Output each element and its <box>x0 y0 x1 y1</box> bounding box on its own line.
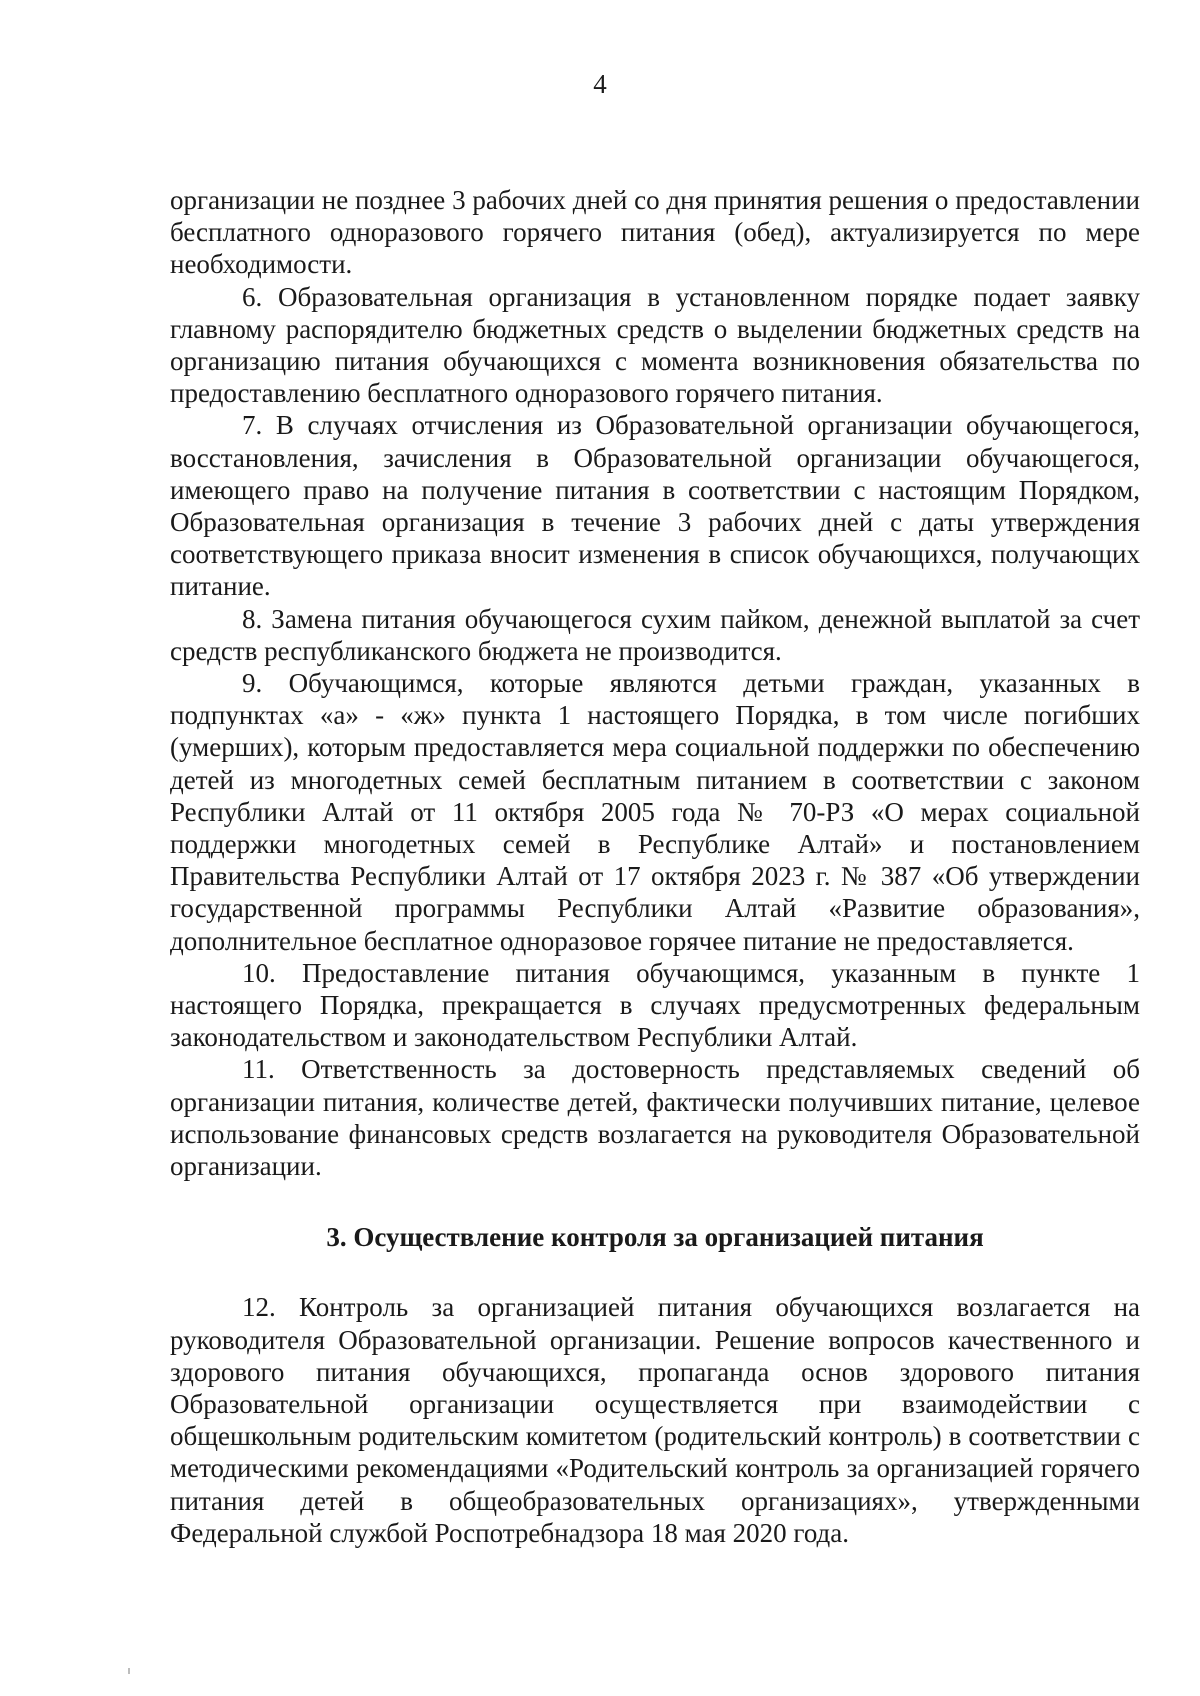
paragraph-9: 9. Обучающимся, которые являются детьми граждан, указанных в подпунктах «а» - «ж» пункта 1 настоящего Порядка, в том числе погибших (умерших), которым предоставляется мера социальной поддержки по обеспечению детей из многодетных семей бесплатным питанием в соответствии с законом Республики Алтай от 11 октября 2005 года № 70-РЗ «О мерах социальной поддержки многодетных семей в Республике Алтай» и постановлением Правительства Республики Алтай от 17 октября 2023 г. № 387 «Об утверждении государственной программы Республики Алтай «Развитие образования», дополнительное бесплатное одноразовое горячее питание не предоставляется. <box>170 668 1140 956</box>
scan-artifact <box>128 1668 130 1674</box>
document-body <box>170 184 1140 1549</box>
paragraph-11: 11. Ответственность за достоверность представляемых сведений об организации питания, количестве детей, фактически получивших питание, целевое использование финансовых средств возлагается на руководителя Образовательной организации. <box>170 1054 1140 1182</box>
paragraph-10: 10. Предоставление питания обучающимся, указанным в пункте 1 настоящего Порядка, прекращается в случаях предусмотренных федеральным законодательством и законодательством Республики Алтай. <box>170 957 1140 1053</box>
paragraph-12: 12. Контроль за организацией питания обучающихся возлагается на руководителя Образовательной организации. Решение вопросов качественного и здорового питания обучающихся, пропаганда основ здорового питания Образовательной организации осуществляется при взаимодействии с общешкольным родительским комитетом (родительский контроль) в соответствии с методическими рекомендациями «Родительский контроль за организацией горячего питания детей в общеобразовательных организациях», утвержденными Федеральной службой Роспотребнадзора 18 мая 2020 года. <box>170 1292 1140 1548</box>
section-title: 3. Осуществление контроля за организацией питания <box>326 1222 984 1253</box>
page-number: 4 <box>593 69 607 99</box>
paragraph-6: 6. Образовательная организация в установленном порядке подает заявку главному распорядителю бюджетных средств о выделении бюджетных средств на организацию питания обучающихся с момента возникновения обязательства по предоставлению бесплатного одноразового горячего питания. <box>170 281 1140 409</box>
paragraph-continuation: организации не позднее 3 рабочих дней со дня принятия решения о предоставлении бесплатного одноразового горячего питания (обед), актуализируется по мере необходимости. <box>170 185 1140 280</box>
paragraph-7: 7. В случаях отчисления из Образовательной организации обучающегося, восстановления, зачисления в Образовательной организации обучающегося, имеющего право на получение питания в соответствии с настоящим Порядком, Образовательная организация в течение 3 рабочих дней с даты утверждения соответствующего приказа вносит изменения в список обучающихся, получающих питание. <box>170 410 1140 602</box>
paragraph-8: 8. Замена питания обучающегося сухим пайком, денежной выплатой за счет средств республиканского бюджета не производится. <box>170 603 1140 666</box>
